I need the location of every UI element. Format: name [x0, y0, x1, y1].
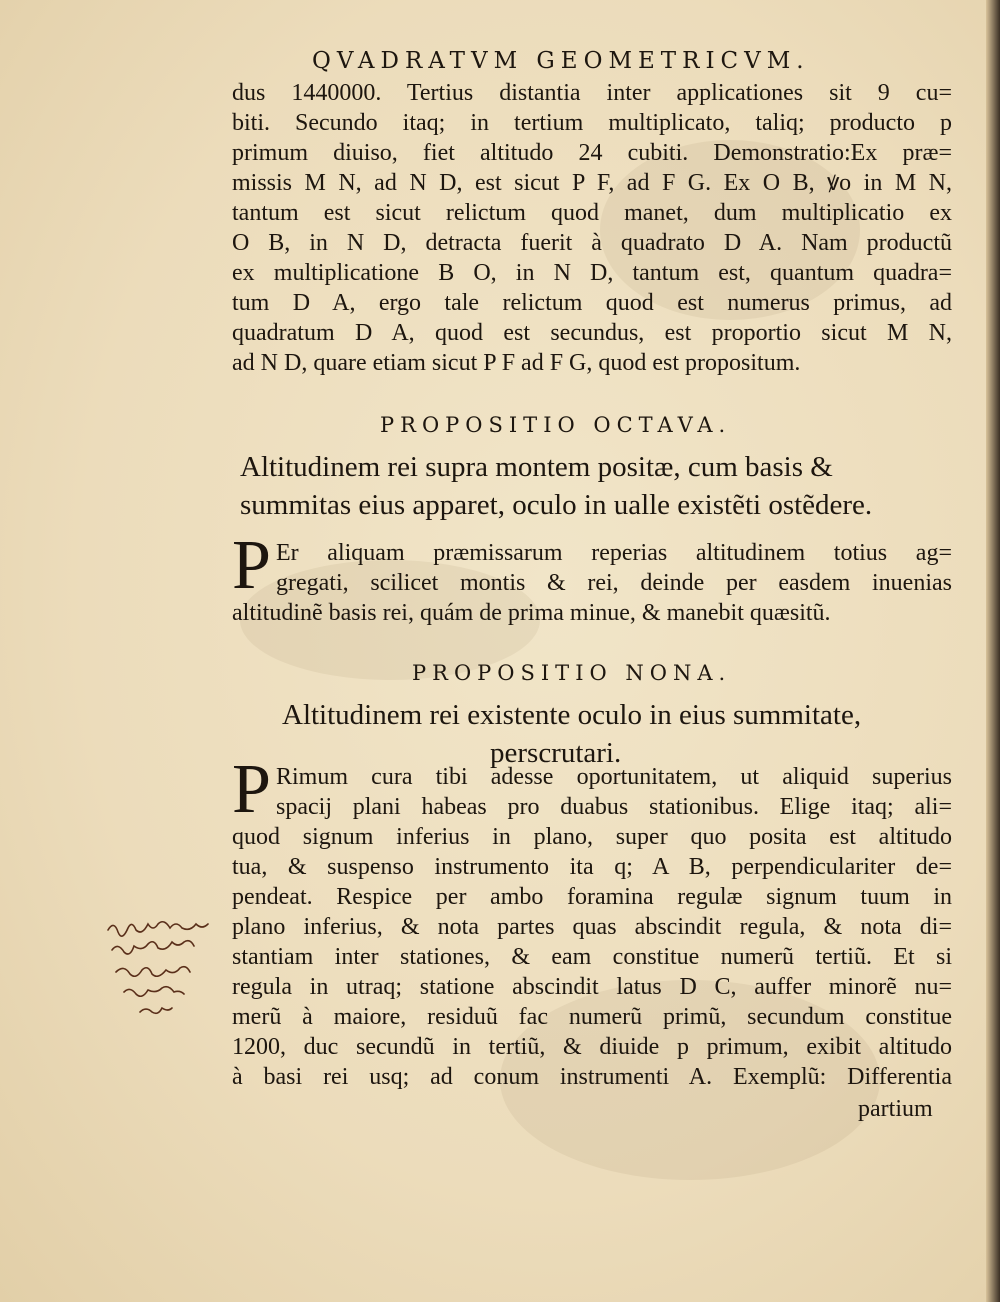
proposition-statement-nona	[282, 696, 1000, 772]
text-line: à basi rei usq; ad conum instrumenti A. Exemplũ: Differentia	[232, 1064, 952, 1090]
binding-gutter	[986, 0, 1000, 1302]
text-line: missis M N, ad N D, est sicut P F, ad F G. Ex O B, ꝟo in M N,	[232, 170, 952, 196]
statement-line: summitas eius apparet, oculo in ualle existẽti ostẽdere.	[240, 489, 873, 521]
text-line: ad N D, quare etiam sicut P F ad F G, quod est propositum.	[232, 350, 801, 376]
text-line: biti. Secundo itaq; in tertium multiplicato, taliq; producto p	[232, 110, 952, 136]
text-line: 1200, duc secundũ in tertiũ, & diuide p primum, exibit altitudo	[232, 1034, 952, 1060]
text-line: quadratum D A, quod est secundus, est proportio sicut M N,	[232, 320, 952, 346]
text-line: O B, in N D, detracta fuerit à quadrato D A. Nam productũ	[232, 230, 952, 256]
statement-line: Altitudinem rei supra montem positæ, cum basis &	[240, 451, 833, 483]
text-line: altitudinẽ basis rei, quám de prima minue, & manebit quæsitũ.	[232, 600, 831, 626]
text-line: primum diuiso, fiet altitudo 24 cubiti. Demonstratio:Ex præ=	[232, 140, 952, 166]
marginal-handwriting-icon	[104, 916, 234, 1026]
running-head: QVADRATVM GEOMETRICVM.	[312, 48, 810, 74]
text-line: tua, & suspenso instrumento ita q; A B, perpendiculariter de=	[232, 854, 952, 880]
text-line: pendeat. Respice per ambo foramina regulæ signum tuum in	[232, 884, 952, 910]
text-line: tum D A, ergo tale relictum quod est numerus primus, ad	[232, 290, 952, 316]
text-line: Er aliquam præmissarum reperias altitudinem totius ag=	[276, 540, 952, 566]
paragraph-octava	[232, 527, 952, 628]
drop-cap: P	[232, 527, 271, 604]
catchword: partium	[858, 1096, 933, 1122]
statement-line: Altitudinem rei existente oculo in eius summitate,	[282, 699, 862, 731]
text-line: dus 1440000. Tertius distantia inter applicationes sit 9 cu=	[232, 80, 952, 106]
text-block-demonstration	[232, 78, 952, 378]
proposition-statement-octava	[240, 448, 960, 524]
text-line: quod signum inferius in plano, super quo posita est altitudo	[232, 824, 952, 850]
text-line: tantum est sicut relictum quod manet, dum multiplicatio ex	[232, 200, 952, 226]
drop-cap: P	[232, 751, 271, 828]
text-line: ex multiplicatione B O, in N D, tantum est, quantum quadra=	[232, 260, 952, 286]
text-line: spacij plani habeas pro duabus stationibus. Elige itaq; ali=	[276, 794, 952, 820]
section-heading-nona: PROPOSITIO NONA.	[412, 661, 732, 685]
text-line: Rimum cura tibi adesse oportunitatem, ut aliquid superius	[276, 764, 952, 790]
text-line: stantiam inter stationes, & eam constitue numerũ tertiũ. Et si	[232, 944, 952, 970]
text-line: gregati, scilicet montis & rei, deinde per easdem inuenias	[276, 570, 952, 596]
text-line: merũ à maiore, residuũ fac numerũ primũ, secundum constitue	[232, 1004, 952, 1030]
statement-line: perscrutari.	[490, 737, 622, 769]
text-line: regula in utraq; statione abscindit latus D C, auffer minorẽ nu=	[232, 974, 952, 1000]
section-heading-octava: PROPOSITIO OCTAVA.	[380, 413, 732, 437]
text-line: plano inferius, & nota partes quas abscindit regula, & nota di=	[232, 914, 952, 940]
